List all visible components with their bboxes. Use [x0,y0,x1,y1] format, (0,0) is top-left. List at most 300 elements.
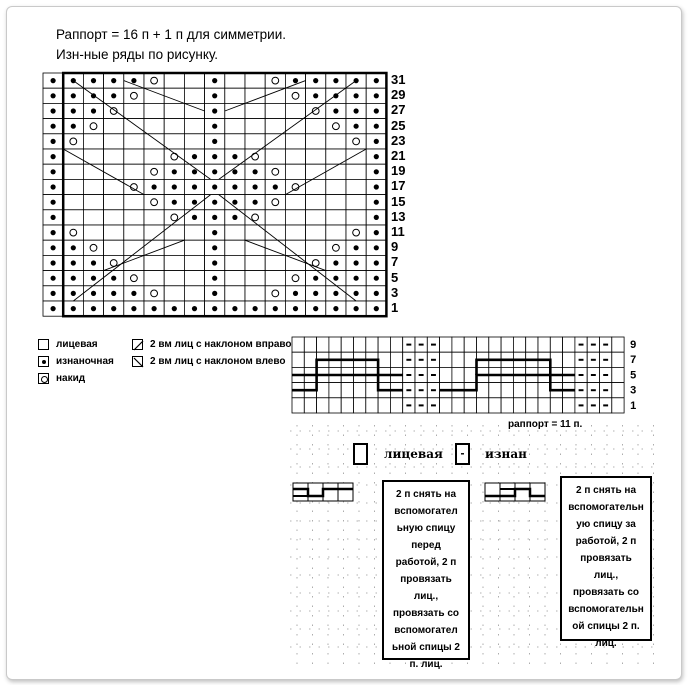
instruction-line: 2 п снять на [395,489,457,500]
knit-symbol-icon [38,339,49,350]
yarn-over-stitch [131,92,138,99]
row-number: 7 [391,254,399,270]
purl-stitch [253,200,258,205]
yarn-over-stitch [252,214,259,221]
cable-cell [440,367,452,382]
chart-cell [144,255,164,270]
chart-cell [144,88,164,103]
chart-cell [164,271,184,286]
chart-cell [265,255,285,270]
chart-cell [104,119,124,134]
purl-stitch [354,108,359,113]
purl-stitch [374,124,379,129]
cable-cell [464,337,476,352]
chart-cell [63,179,83,194]
chart-cell [265,134,285,149]
chart-cell [184,134,204,149]
purl-stitch [91,306,96,311]
pattern-rapport-title: Раппорт = 16 п + 1 п для симметрии. [56,27,287,42]
chart-cell [144,119,164,134]
cable-cell [452,337,464,352]
chart-cell [124,103,144,118]
chart-cell [83,225,103,240]
cable-cell [501,337,513,352]
instruction-line: провязать со [392,608,459,619]
chart-cell [285,119,305,134]
yarn-over-stitch [171,153,178,160]
purl-stitch [212,245,217,250]
cable-cell [489,383,501,398]
chart-cell [184,73,204,88]
cable-cell [563,337,575,352]
yarn-over-stitch [353,138,360,145]
cable-cell [612,383,624,398]
instruction-line: вспомогательн [568,604,644,615]
purl-stitch [51,200,56,205]
chart-cell [245,88,265,103]
chart-cell [104,149,124,164]
chart-cell [164,225,184,240]
purl-stitch [313,306,318,311]
row-number: 25 [391,117,406,133]
purl-stitch [91,291,96,296]
purl-stitch [354,260,359,265]
cable-cell [378,398,390,413]
chart-cell [184,225,204,240]
cable-row-number: 3 [630,384,637,397]
purl-stitch [71,245,76,250]
cable-cell [366,383,378,398]
cable-cell [513,383,525,398]
cable-cell [452,398,464,413]
cable-cell [354,337,366,352]
chart-cell [83,195,103,210]
cable-cell [329,383,341,398]
chart-cell [164,103,184,118]
chart-cell [326,195,346,210]
purl-stitch [333,306,338,311]
cable-cell [526,383,538,398]
chart-cell [184,255,204,270]
instruction-line: вспомогател [394,506,458,517]
chart-cell [245,240,265,255]
instruction-line: провязать со [572,587,639,598]
instruction-line: ую спицу за [576,519,636,530]
chart-cell [83,134,103,149]
purl-stitch [51,78,56,83]
chart-cell [346,179,366,194]
legend2-knit-label: лицевая [384,447,443,461]
yarn-over-stitch [90,244,97,251]
purl-stitch [71,306,76,311]
cable-cell [292,352,304,367]
yarn-over-stitch [353,229,360,236]
purl-stitch [374,93,379,98]
cable-cell [501,383,513,398]
cable-cell [464,398,476,413]
cable-cell [489,398,501,413]
purl-stitch [374,215,379,220]
right-slant-symbol-icon [132,339,143,350]
legend-yarn-over [38,373,85,384]
cable-cell [304,398,316,413]
cable-row-number: 9 [630,339,637,351]
yarn-over-stitch [292,275,299,282]
purl-stitch [212,260,217,265]
chart-cell [265,149,285,164]
instruction-line: лиц. [595,638,617,649]
chart-cell [164,240,184,255]
chart-cell [124,255,144,270]
cable-cell [390,337,402,352]
cable-cell [341,398,353,413]
purl-stitch [51,154,56,159]
cable-cell [501,398,513,413]
purl-stitch [152,184,157,189]
cable-row-number: 1 [630,399,637,412]
purl-stitch [131,291,136,296]
cable-cell [329,398,341,413]
row-number: 9 [391,239,399,255]
cable-cell [366,337,378,352]
left-slant-symbol-icon [132,356,143,367]
cable-cell [464,367,476,382]
cable-front-symbol-icon [292,482,354,502]
purl-stitch [374,139,379,144]
purl-stitch [91,78,96,83]
purl-stitch [51,230,56,235]
chart-cell [104,195,124,210]
legend-yarn-over-label: накид [56,373,86,384]
chart-cell [184,103,204,118]
lace-chart [40,70,390,320]
chart-cell [285,149,305,164]
chart-cell [83,210,103,225]
chart-cell [225,255,245,270]
chart-cell [326,179,346,194]
cable-cell [440,337,452,352]
purl-stitch [212,215,217,220]
purl-stitch [212,124,217,129]
purl-stitch [131,306,136,311]
chart-cell [306,119,326,134]
chart-cell [245,271,265,286]
chart-cell [245,103,265,118]
purl-stitch [51,184,56,189]
yarn-over-stitch [312,260,319,267]
purl-stitch [313,276,318,281]
yarn-over-stitch [272,168,279,175]
row-number: 3 [391,284,399,300]
instruction-line: работой, 2 п [575,536,637,547]
cable-cell [354,398,366,413]
chart-cell [285,134,305,149]
yarn-over-stitch [252,153,259,160]
chart-cell [63,210,83,225]
cable-cell [354,383,366,398]
cable-cell [612,367,624,382]
purl-stitch [131,78,136,83]
chart-cell [144,210,164,225]
purl-stitch [354,124,359,129]
purl-stitch [51,169,56,174]
chart-cell [285,255,305,270]
yarn-over-stitch [110,260,117,267]
chart-cell [124,240,144,255]
cable-cell [329,337,341,352]
purl-stitch [333,276,338,281]
row-number: 19 [391,163,406,179]
chart-cell [184,119,204,134]
chart-cell [225,134,245,149]
chart-cell [285,210,305,225]
chart-cell [326,134,346,149]
purl-stitch [71,276,76,281]
instruction-line: провязать [400,574,452,585]
chart-cell [124,210,144,225]
cable-cell [538,337,550,352]
purl-stitch [232,184,237,189]
chart-cell [184,88,204,103]
chart-cell [225,119,245,134]
cable-cell [378,352,390,367]
purl-stitch [253,306,258,311]
chart-cell [83,179,103,194]
purl-stitch [51,306,56,311]
cable-row-number: 7 [630,354,637,367]
purl-stitch [71,291,76,296]
purl-stitch [354,306,359,311]
cable-back-instructions [560,476,652,649]
chart-cell [285,164,305,179]
chart-cell [245,134,265,149]
purl-stitch [374,169,379,174]
purl-stitch [71,108,76,113]
cable-back-symbol-icon [484,482,546,502]
purl-stitch [354,93,359,98]
cable-cell [526,398,538,413]
purl-stitch [232,154,237,159]
purl-stitch [273,184,278,189]
chart-cell [144,103,164,118]
chart-cell [265,103,285,118]
yarn-over-stitch [272,77,279,84]
chart-cell [63,149,83,164]
row-number: 21 [391,148,406,163]
cable-chart [290,334,635,416]
chart-cell [124,134,144,149]
yarn-over-stitch [272,199,279,206]
chart-cell [164,88,184,103]
instruction-line: 2 п снять на [575,485,637,496]
cable-cell [477,383,489,398]
chart-cell [265,119,285,134]
chart-cell [306,134,326,149]
purl-stitch [212,169,217,174]
purl-stitch [374,260,379,265]
purl-stitch [253,184,258,189]
yarn-over-stitch [131,275,138,282]
row-number: 5 [391,269,399,285]
purl-stitch [172,169,177,174]
chart-cell [164,134,184,149]
chart-cell [184,286,204,301]
purl-stitch [51,260,56,265]
chart-cell [144,240,164,255]
purl-stitch [51,124,56,129]
purl-stitch [232,306,237,311]
purl-stitch [212,154,217,159]
chart-cell [225,225,245,240]
purl-stitch [51,139,56,144]
chart-cell [225,240,245,255]
purl-stitch [51,93,56,98]
instruction-line: вспомогател [394,625,458,636]
chart-cell [245,73,265,88]
legend-knit-label: лицевая [56,339,98,350]
purl-stitch [232,215,237,220]
purl-stitch [71,124,76,129]
instruction-line: перед [411,540,441,551]
chart-cell [265,271,285,286]
cable-cell [452,352,464,367]
cable-cell [390,398,402,413]
purl-stitch [192,215,197,220]
purl-stitch [333,260,338,265]
purl-stitch [212,184,217,189]
purl-stitch [192,154,197,159]
purl-stitch [91,276,96,281]
cable-cell [489,337,501,352]
chart-cell [245,255,265,270]
chart-cell [225,286,245,301]
legend-knit [38,339,98,350]
cable-cell [477,398,489,413]
cable-cell [538,398,550,413]
instruction-line: вспомогательн [568,502,644,513]
purl-stitch [374,306,379,311]
yarn-over-stitch [90,123,97,130]
purl-stitch [111,78,116,83]
purl-stitch [51,215,56,220]
purl-stitch [333,108,338,113]
purl-stitch [212,139,217,144]
chart-cell [285,195,305,210]
cable-cell [612,398,624,413]
chart-cell [124,164,144,179]
legend-k2tog-right [132,339,292,350]
cable-cell [317,383,329,398]
chart-cell [245,286,265,301]
chart-cell [265,210,285,225]
cable-front-instructions [382,480,470,670]
yarn-over-stitch [151,290,158,297]
purl-stitch [333,78,338,83]
yarn-over-stitch [70,138,77,145]
purl-stitch [374,154,379,159]
cable-cell [563,398,575,413]
purl-stitch [354,276,359,281]
cable-cell [550,352,562,367]
purl-stitch [172,306,177,311]
row-number: 13 [391,208,406,224]
legend-k2tog-left-label: 2 вм лиц с наклоном влево [150,356,286,367]
yarn-over-stitch [70,229,77,236]
chart-cell [306,225,326,240]
cable-cell [440,398,452,413]
purl-stitch [71,260,76,265]
purl-stitch [253,169,258,174]
chart-cell [245,119,265,134]
purl-stitch [354,245,359,250]
row-number: 17 [391,178,406,194]
cable-cell [513,337,525,352]
chart-cell [124,195,144,210]
cable-cell [538,383,550,398]
purl-stitch [212,200,217,205]
cable-cell [317,337,329,352]
purl-stitch [192,169,197,174]
cable-cell [563,352,575,367]
purl-stitch [212,276,217,281]
cable-cell [550,398,562,413]
row-number: 23 [391,132,406,148]
purl-stitch [91,108,96,113]
purl-stitch [273,306,278,311]
chart-cell [306,210,326,225]
instruction-line: провязать [580,553,632,564]
chart-cell [285,240,305,255]
purl-stitch [212,93,217,98]
chart-cell [104,225,124,240]
cable-cell [612,352,624,367]
purl-stitch [232,169,237,174]
purl-stitch [374,245,379,250]
purl-stitch [172,200,177,205]
purl-stitch [212,291,217,296]
purl-stitch [374,291,379,296]
instruction-line: ой спицы 2 п. [572,621,640,632]
chart-cell [104,210,124,225]
chart-cell [225,271,245,286]
yarn-over-stitch [151,168,158,175]
purl-stitch [111,291,116,296]
purl-stitch [51,276,56,281]
purl-stitch [293,306,298,311]
chart-cell [265,88,285,103]
chart-cell [164,119,184,134]
chart-cell [346,210,366,225]
purl-stitch [374,78,379,83]
purl-stitch [333,291,338,296]
chart-cell [184,271,204,286]
instruction-line: лиц., [593,570,619,581]
row-number: 27 [391,102,406,118]
row-number: 11 [391,224,405,239]
legend-k2tog-left [132,356,285,367]
knit-box-icon [353,443,368,465]
cable-cell [464,352,476,367]
chart-cell [63,195,83,210]
cable-cell [292,398,304,413]
purl-stitch [374,200,379,205]
chart-cell [285,225,305,240]
chart-cell [225,88,245,103]
instruction-line: лиц., [413,591,439,602]
chart-cell [306,240,326,255]
purl-stitch [374,276,379,281]
purl-stitch [313,291,318,296]
